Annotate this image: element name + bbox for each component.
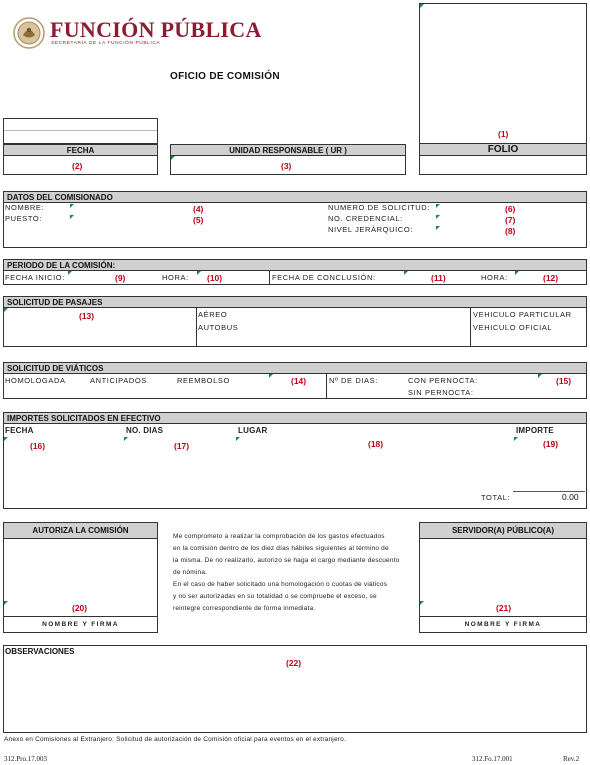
pasajes-divider-2 xyxy=(470,307,471,347)
datos-header: DATOS DEL COMISIONADO xyxy=(3,191,587,203)
anticipados-option[interactable]: ANTICIPADOS xyxy=(90,376,147,385)
viaticos-number-15: (15) xyxy=(556,376,572,386)
total-label: TOTAL: xyxy=(481,493,511,502)
autoriza-firma-label: NOMBRE Y FIRMA xyxy=(42,621,119,628)
observaciones-header: OBSERVACIONES xyxy=(5,647,75,656)
datos-body xyxy=(3,202,587,248)
sin-pernocta-option[interactable]: SIN PERNOCTA: xyxy=(408,388,474,397)
compromiso-line-7: reintegre correspondiente de forma inmediata. xyxy=(173,605,316,612)
fecha-conclusion-label: FECHA DE CONCLUSIÓN: xyxy=(272,273,376,282)
compromiso-line-2: en la comisión dentro de los diez días hábiles siguientes al término de xyxy=(173,545,389,552)
viaticos-number-14: (14) xyxy=(291,376,307,386)
folio-marker xyxy=(420,4,424,8)
solicitud-number: (6) xyxy=(505,204,516,214)
brand-subtitle: SECRETARÍA DE LA FUNCIÓN PÚBLICA xyxy=(51,41,161,46)
nombre-number: (4) xyxy=(193,204,204,214)
autobus-option[interactable]: AUTOBUS xyxy=(198,323,239,332)
importe-marker-16 xyxy=(4,437,8,441)
viaticos-header: SOLICITUD DE VIÁTICOS xyxy=(3,362,587,374)
col-lugar: LUGAR xyxy=(238,426,268,435)
servidor-header: SERVIDOR(A) PÚBLICO(A) xyxy=(419,522,587,539)
vehiculo-oficial-option[interactable]: VEHICULO OFICIAL xyxy=(473,323,553,332)
fecha-number: (2) xyxy=(72,161,83,171)
credencial-number: (7) xyxy=(505,215,516,225)
importe-marker-18 xyxy=(236,437,240,441)
servidor-marker xyxy=(420,601,424,605)
ur-marker xyxy=(171,156,175,160)
total-underline xyxy=(513,491,585,492)
ur-header: UNIDAD RESPONSABLE ( UR ) xyxy=(170,144,406,156)
footer-code-left: 312.Pro.17.003 xyxy=(4,755,47,763)
total-value: 0.00 xyxy=(562,492,579,502)
autoriza-marker xyxy=(4,601,8,605)
nivel-marker xyxy=(436,226,440,230)
pasajes-header: SOLICITUD DE PASAJES xyxy=(3,296,587,308)
pasajes-divider-1 xyxy=(196,307,197,347)
nivel-label: NIVEL JERÁRQUICO: xyxy=(328,225,413,234)
reembolso-option[interactable]: REEMBOLSO xyxy=(177,376,230,385)
compromiso-line-5: En el caso de haber solicitado una homologación o cuotas de viáticos xyxy=(173,581,388,588)
hora2-number: (12) xyxy=(543,273,559,283)
fecha-top-field[interactable] xyxy=(3,118,158,144)
fecha-inicio-marker xyxy=(68,271,72,275)
autoriza-header: AUTORIZA LA COMISIÓN xyxy=(3,522,158,539)
document-title: OFICIO DE COMISIÓN xyxy=(170,71,280,82)
compromiso-line-1: Me comprometo a realizar la comprobación de los gastos efectuados xyxy=(173,533,385,540)
puesto-label: PUESTO: xyxy=(5,214,42,223)
viaticos-marker-14 xyxy=(269,374,273,378)
folio-value-field[interactable] xyxy=(419,155,587,175)
government-seal-logo xyxy=(12,16,46,50)
solicitud-marker xyxy=(436,204,440,208)
fecha-conclusion-marker xyxy=(404,271,408,275)
hora2-marker xyxy=(515,271,519,275)
footer-code-mid: 312.Fo.17.001 xyxy=(472,755,513,763)
pasajes-number: (13) xyxy=(79,311,95,321)
ur-number: (3) xyxy=(281,161,292,171)
credencial-marker xyxy=(436,215,440,219)
hora1-marker xyxy=(197,271,201,275)
folio-box[interactable] xyxy=(419,3,587,146)
con-pernocta-option[interactable]: CON PERNOCTA: xyxy=(408,376,478,385)
viaticos-divider xyxy=(326,373,327,399)
hora2-label: HORA: xyxy=(481,273,508,282)
pasajes-marker xyxy=(4,308,8,312)
periodo-divider xyxy=(269,270,270,285)
col-importe: IMPORTE xyxy=(516,426,554,435)
footer-anexo: Anexo en Comisiones al Extranjero: Solicitud de autorización de Comisión oficial para eventos en el extranjero. xyxy=(4,736,346,743)
folio-number: (1) xyxy=(498,129,509,139)
credencial-label: NO. CREDENCIAL: xyxy=(328,214,403,223)
nombre-label: NOMBRE: xyxy=(5,203,45,212)
importe-number-16: (16) xyxy=(30,441,46,451)
importe-marker-17 xyxy=(124,437,128,441)
compromiso-line-6: y no ser autorizadas en su totalidad o se compruebe el exceso, se xyxy=(173,593,377,600)
dias-label: Nº DE DIAS: xyxy=(329,376,378,385)
observaciones-number: (22) xyxy=(286,658,302,668)
importe-number-17: (17) xyxy=(174,441,190,451)
importes-header: IMPORTES SOLICITADOS EN EFECTIVO xyxy=(3,412,587,424)
hora1-label: HORA: xyxy=(162,273,189,282)
importe-number-18: (18) xyxy=(368,439,384,449)
nombre-marker xyxy=(70,204,74,208)
footer-rev: Rev.2 xyxy=(563,755,580,763)
periodo-header: PERIODO DE LA COMISIÓN: xyxy=(3,259,587,271)
fecha-inicio-number: (9) xyxy=(115,273,126,283)
puesto-number: (5) xyxy=(193,215,204,225)
viaticos-marker-15 xyxy=(538,374,542,378)
folio-label: FOLIO xyxy=(419,143,587,156)
autoriza-number: (20) xyxy=(72,603,88,613)
servidor-number: (21) xyxy=(496,603,512,613)
homologada-option[interactable]: HOMOLOGADA xyxy=(5,376,66,385)
col-dias: NO. DIAS xyxy=(126,426,164,435)
importe-marker-19 xyxy=(514,437,518,441)
compromiso-line-3: la misma. De no realizarlo, autorizo se haga el cargo mediante descuento xyxy=(173,557,400,564)
fecha-top-divider xyxy=(4,130,157,131)
puesto-marker xyxy=(70,215,74,219)
brand-name: FUNCIÓN PÚBLICA xyxy=(50,17,262,42)
fecha-inicio-label: FECHA INICIO: xyxy=(5,273,65,282)
servidor-firma-label: NOMBRE Y FIRMA xyxy=(464,621,542,628)
fecha-conclusion-number: (11) xyxy=(431,273,446,283)
solicitud-label: NUMERO DE SOLICITUD: xyxy=(328,203,431,212)
aereo-option[interactable]: AÉREO xyxy=(198,310,228,319)
vehiculo-particular-option[interactable]: VEHICULO PARTICULAR xyxy=(473,310,572,319)
col-fecha: FECHA xyxy=(5,426,34,435)
compromiso-line-4: de nómina. xyxy=(173,569,208,576)
hora1-number: (10) xyxy=(207,273,223,283)
importe-number-19: (19) xyxy=(543,439,559,449)
fecha-header: FECHA xyxy=(3,144,158,156)
nivel-number: (8) xyxy=(505,226,516,236)
